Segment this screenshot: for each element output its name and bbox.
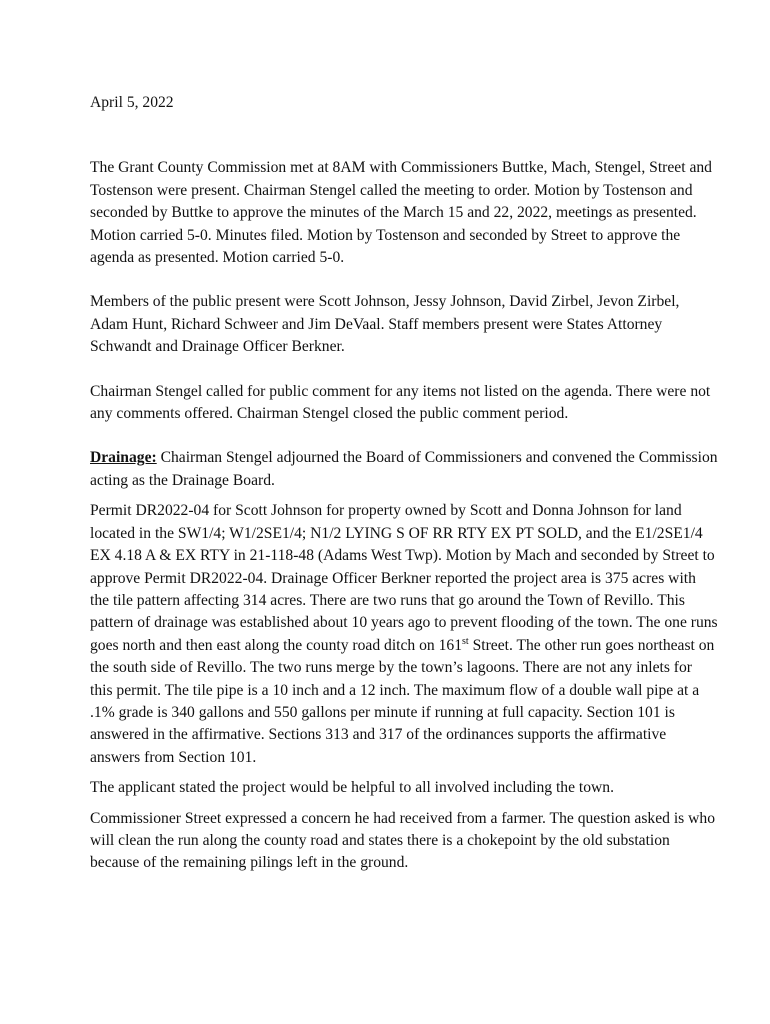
drainage-paragraph <box>90 447 718 492</box>
ordinal-suffix: st <box>462 635 469 647</box>
drainage-heading: Drainage: <box>90 449 157 467</box>
permit-text-part1: Permit DR2022-04 for Scott Johnson for property owned by Scott and Donna Johnson for land located in the SW1/4; W1/2SE1/4; N1/2 LYING S OF RR RTY EX PT SOLD, and the E1/2SE1/4 EX 4.18 A & EX RTY in 21-118-48 (Adams West Twp). Motion by Mach and seconded by Street to approve Permit DR2022-04. Drainage Officer Berkner reported the project area is 375 acres with the tile pattern affecting 314 acres. There are two runs that go around the Town of Revillo. This pattern of drainage was established about 10 years ago to prevent flooding of the town. The one runs goes north and then east along the county road ditch on 161 <box>90 502 718 654</box>
permit-paragraph <box>90 500 718 769</box>
meeting-date: April 5, 2022 <box>90 94 174 111</box>
permit-text-part2: Street. The other run goes northeast on the south side of Revillo. The two runs merge by the town’s lagoons. There are not any inlets for this permit. The tile pipe is a 10 inch and a 12 inch. The maximum flow of a double wall pipe at a .1% grade is 340 gallons and 550 gallons per minute if running at full capacity. Section 101 is answered in the affirmative. Sections 313 and 317 of the ordinances supports the affirmative answers from Section 101. <box>90 636 715 766</box>
applicant-paragraph: The applicant stated the project would be helpful to all involved including the town. <box>90 779 614 797</box>
opening-paragraph: The Grant County Commission met at 8AM with Commissioners Buttke, Mach, Stengel, Street and Tostenson were present. Chairman Stengel called the meeting to order. Motion by Tostenson and seconded by Buttke to approve the minutes of the March 15 and 22, 2022, meetings as presented. Motion carried 5-0. Minutes filed. Motion by Tostenson and seconded by Street to approve the agenda as presented. Motion carried 5-0. <box>90 159 712 267</box>
document-page <box>90 92 718 875</box>
public-comment-paragraph: Chairman Stengel called for public comment for any items not listed on the agenda. There were not any comments offered. Chairman Stengel closed the public comment period. <box>90 382 711 423</box>
attendees-paragraph: Members of the public present were Scott Johnson, Jessy Johnson, David Zirbel, Jevon Zirbel, Adam Hunt, Richard Schweer and Jim DeVaal. Staff members present were States Attorney Schwandt and Drainage Officer Berkner. <box>90 293 680 356</box>
drainage-text: Chairman Stengel adjourned the Board of Commissioners and convened the Commission acting as the Drainage Board. <box>90 449 718 489</box>
street-concern-paragraph: Commissioner Street expressed a concern he had received from a farmer. The question asked is who will clean the run along the county road and states there is a chokepoint by the old substation because of the remaining pilings left in the ground. <box>90 809 715 872</box>
